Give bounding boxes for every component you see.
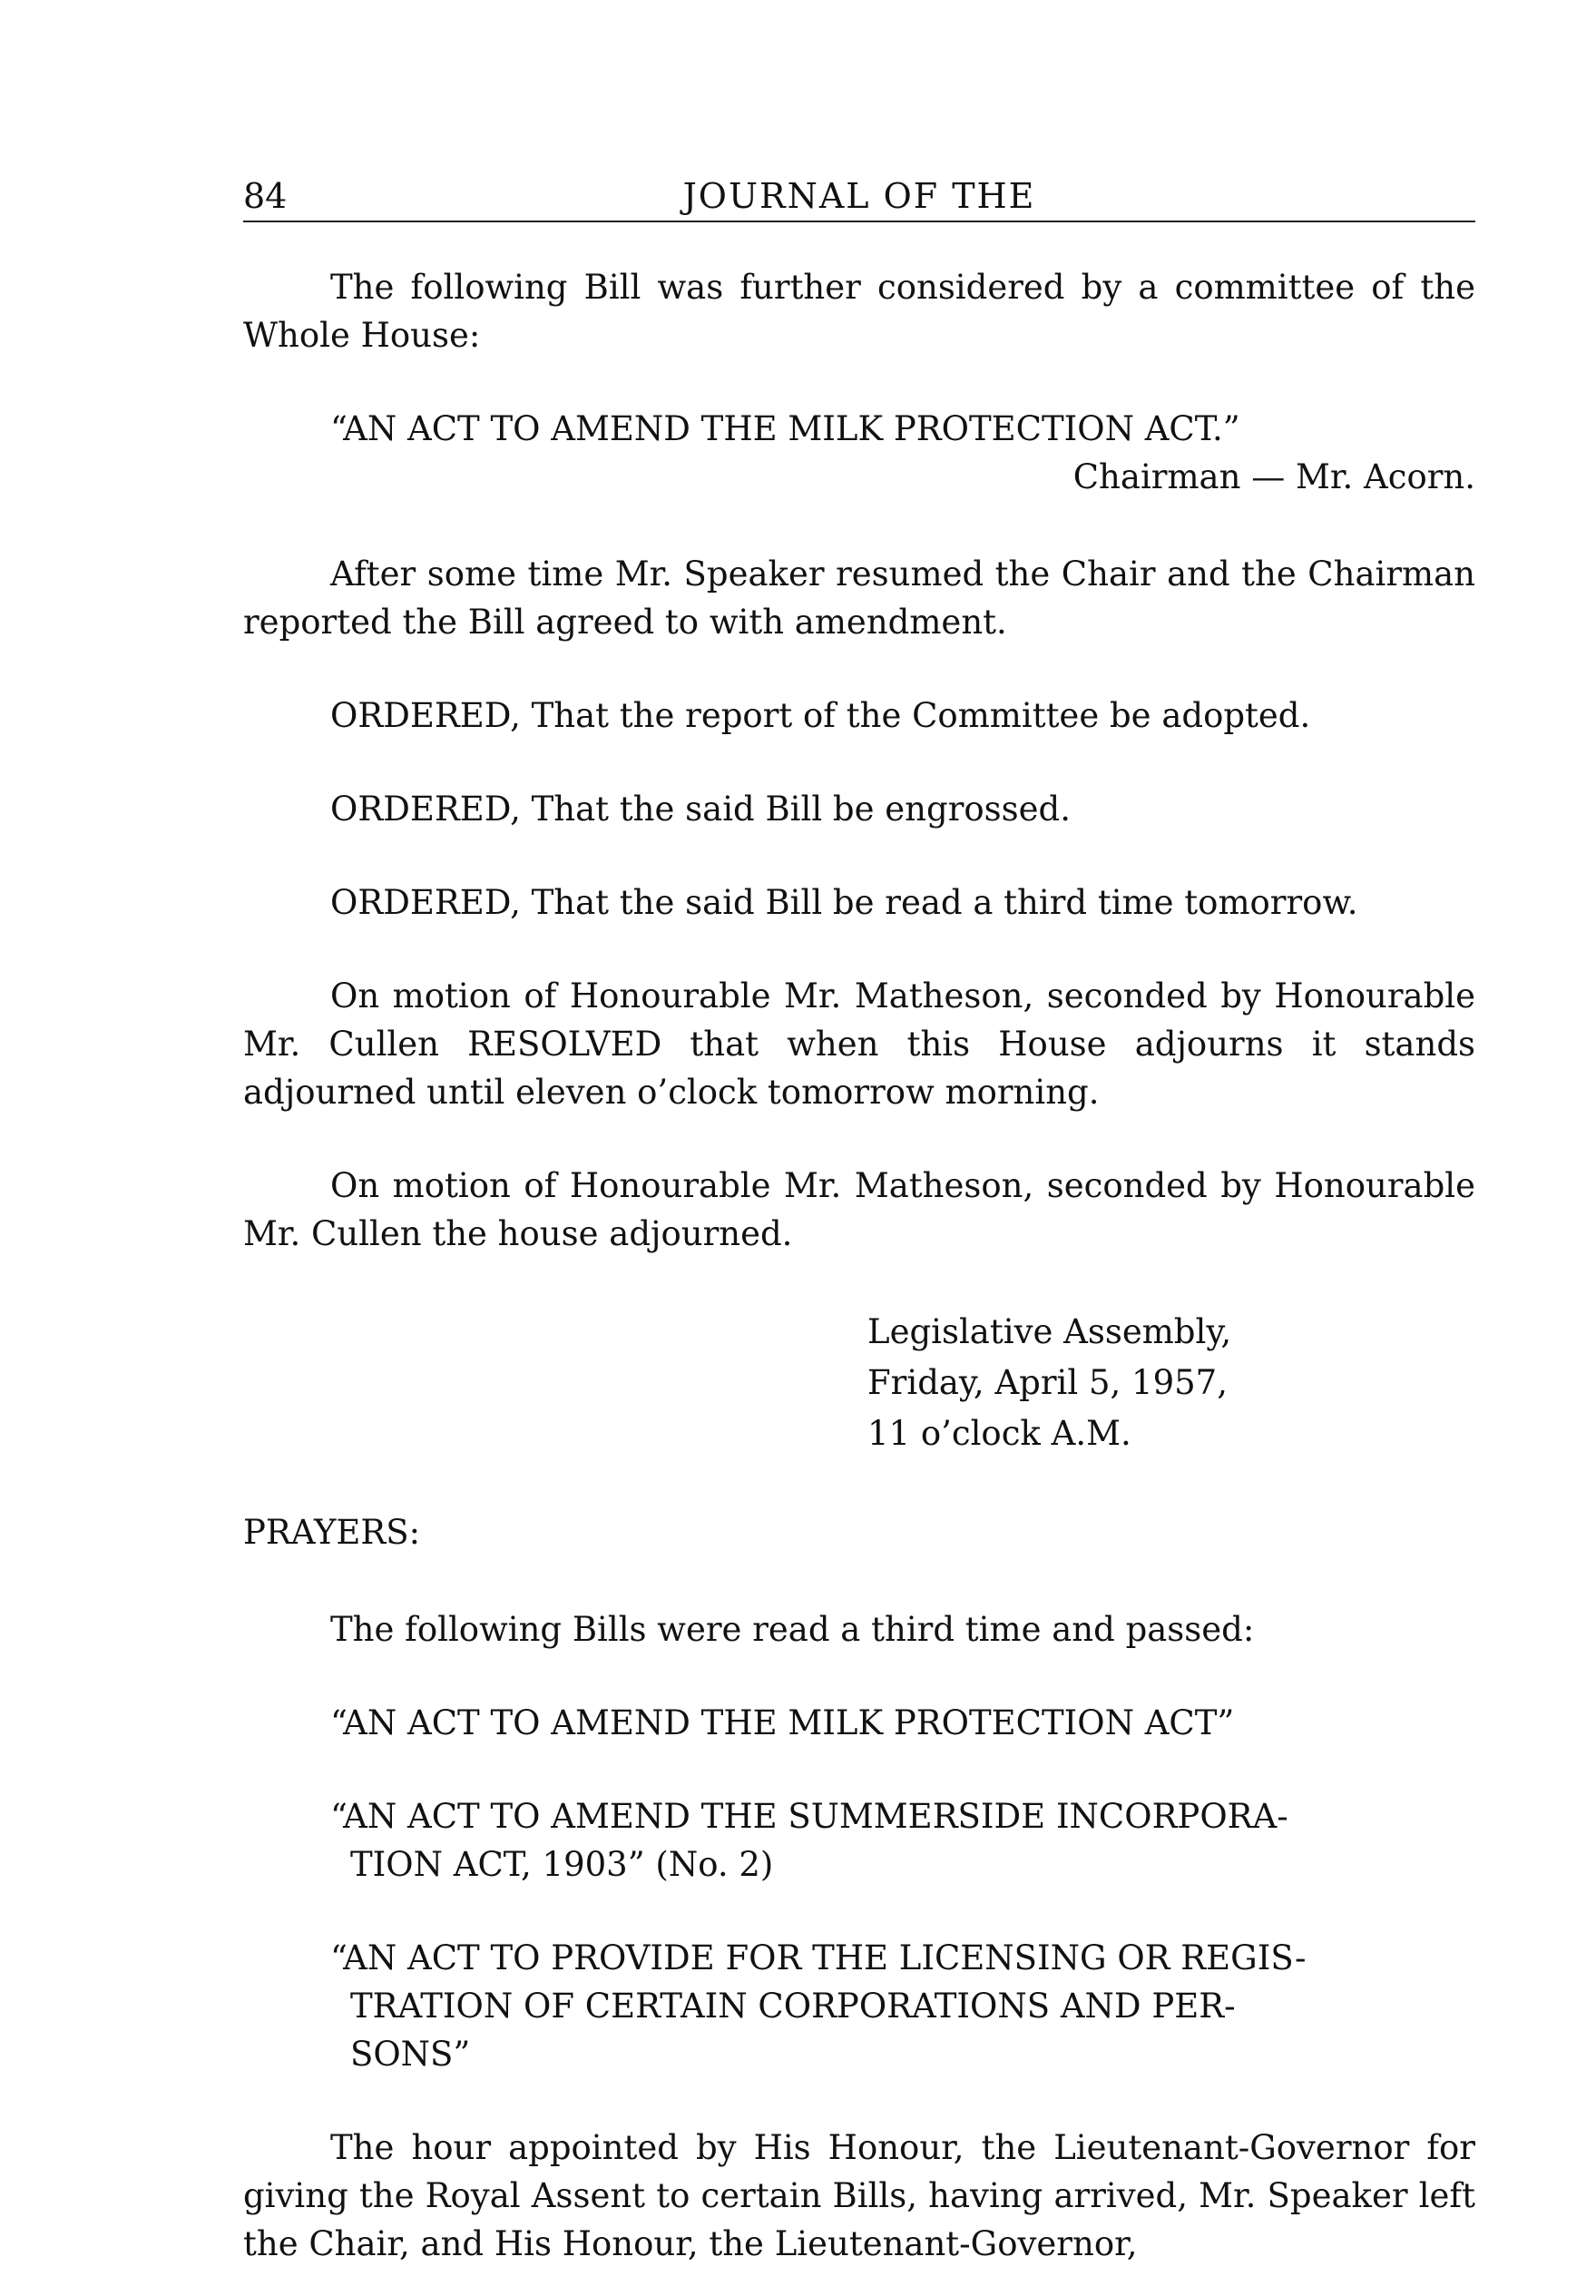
paragraph-speaker-resumed: After some time Mr. Speaker resumed the Chair and the Chairman reported the Bill agreed to with amendment. [243, 554, 1475, 642]
dateline-assembly: Legislative Assembly, [867, 1312, 1232, 1351]
prayers-heading: PRAYERS: [243, 1513, 421, 1552]
bill-line: SONS” [350, 2035, 471, 2074]
dateline-time: 11 o’clock A.M. [867, 1414, 1131, 1453]
page-number: 84 [243, 176, 288, 216]
paragraph-royal-assent: The hour appointed by His Honour, the Lieutenant-Governor for giving the Royal Assent to certain Bills, having arrived, Mr. Speaker left the Chair, and His Honour, the Lieutenant-Governor, [243, 2128, 1475, 2263]
bill-line: “AN ACT TO AMEND THE SUMMERSIDE INCORPORA- [330, 1797, 1288, 1836]
chairman-line: Chairman — Mr. Acorn. [1072, 457, 1475, 496]
bill-item [330, 1699, 1475, 1747]
bill-line: “AN ACT TO AMEND THE MILK PROTECTION ACT” [330, 1703, 1235, 1742]
bill-title-milk: “AN ACT TO AMEND THE MILK PROTECTION ACT.” [330, 409, 1240, 448]
header-rule [243, 221, 1475, 222]
paragraph-resolved-adjourn: On motion of Honourable Mr. Matheson, seconded by Honourable Mr. Cullen RESOLVED that when this House adjourns it stands adjourned until eleven o’clock tomorrow morning. [243, 976, 1475, 1112]
paragraph-committee: The following Bill was further considered by a committee of the Whole House: [243, 268, 1475, 355]
bill-item [330, 1792, 1475, 1889]
dateline [243, 1307, 1475, 1459]
order-engrossed: ORDERED, That the said Bill be engrossed. [330, 790, 1071, 829]
order-report-adopted: ORDERED, That the report of the Committee be adopted. [330, 696, 1311, 735]
bill-line: TION ACT, 1903” (No. 2) [350, 1845, 774, 1884]
page-body [243, 263, 1475, 2268]
paragraph-bills-passed: The following Bills were read a third time and passed: [330, 1610, 1255, 1649]
page-header [243, 176, 1475, 220]
order-third-reading: ORDERED, That the said Bill be read a third time tomorrow. [330, 883, 1358, 922]
paragraph-house-adjourned: On motion of Honourable Mr. Matheson, seconded by Honourable Mr. Cullen the house adjourned. [243, 1166, 1475, 1253]
bill-line: TRATION OF CERTAIN CORPORATIONS AND PER- [350, 1987, 1236, 2026]
bill-item [330, 1934, 1475, 2078]
running-head: JOURNAL OF THE [682, 176, 1036, 216]
bill-line: “AN ACT TO PROVIDE FOR THE LICENSING OR REGIS- [330, 1938, 1307, 1977]
dateline-date: Friday, April 5, 1957, [867, 1363, 1228, 1402]
